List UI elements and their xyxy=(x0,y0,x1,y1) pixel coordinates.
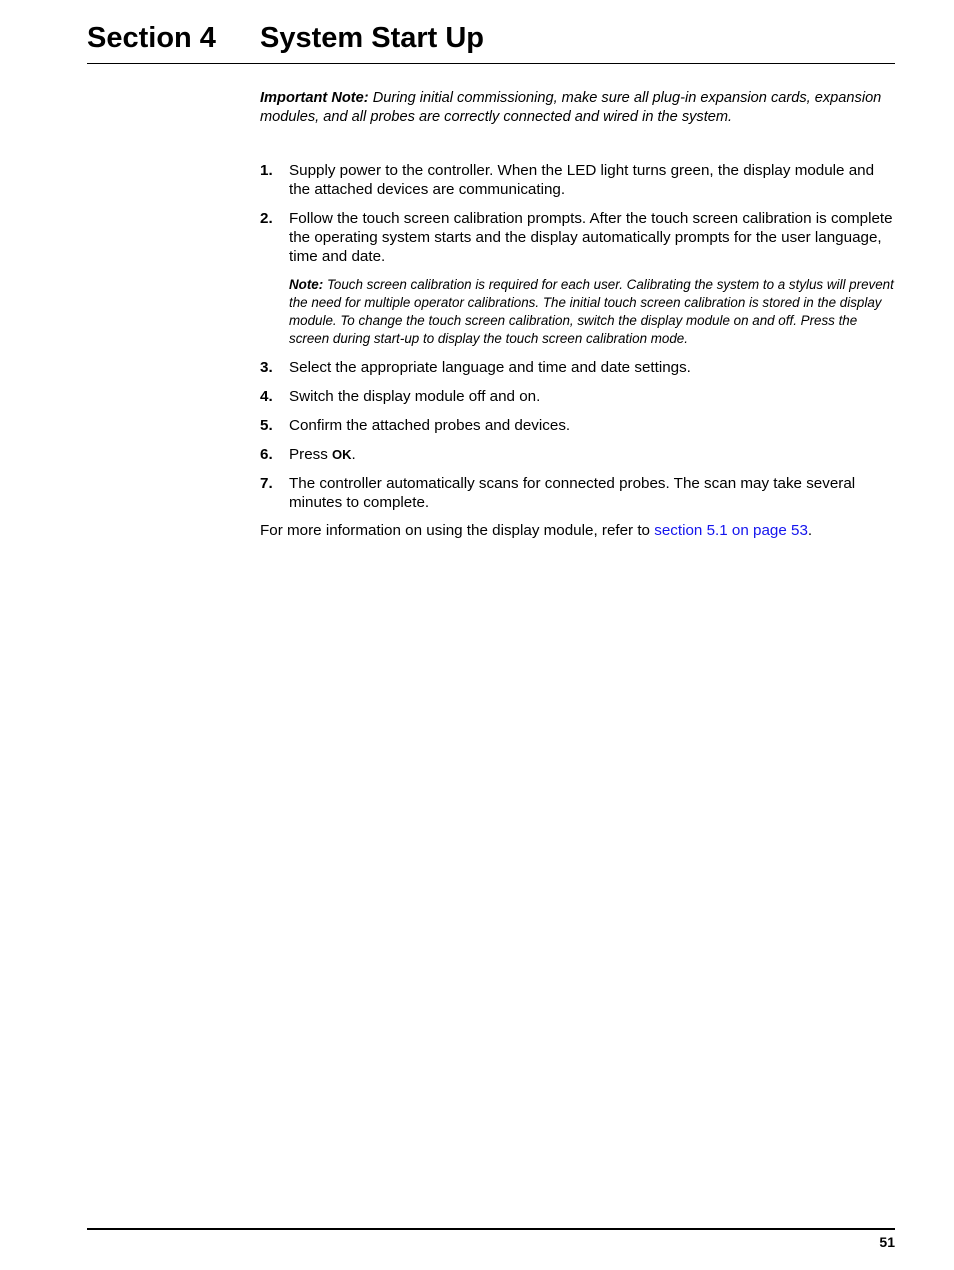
calibration-note xyxy=(289,276,896,348)
important-note-label: Important Note: xyxy=(260,90,369,106)
step-number: 7. xyxy=(260,475,273,492)
startup-steps-list xyxy=(260,161,896,512)
step-number: 2. xyxy=(260,210,273,227)
page-footer xyxy=(87,1228,895,1250)
step-text: Select the appropriate language and time and date settings. xyxy=(289,359,691,376)
step-text-before: Press xyxy=(289,446,333,463)
ok-key-label: OK xyxy=(332,447,352,462)
section-title: System Start Up xyxy=(260,22,485,54)
step-text: Switch the display module off and on. xyxy=(289,388,541,405)
more-info xyxy=(260,521,896,540)
important-note xyxy=(260,89,896,127)
list-item xyxy=(260,209,896,348)
step-number: 3. xyxy=(260,359,273,376)
calibration-note-label: Note: xyxy=(289,277,324,292)
list-item xyxy=(260,387,896,406)
section-number: Section 4 xyxy=(87,22,216,54)
step-number: 1. xyxy=(260,162,273,179)
step-number: 4. xyxy=(260,388,273,405)
more-info-end: . xyxy=(807,522,813,539)
step-number: 6. xyxy=(260,446,273,463)
list-item xyxy=(260,161,896,199)
step-text: Confirm the attached probes and devices. xyxy=(289,417,571,434)
list-item xyxy=(260,474,896,512)
important-note-text: During initial commissioning, make sure all plug-in expansion cards, expansion modules, and all probes are correctly connected and wired in the system. xyxy=(260,90,882,125)
step-text: The controller automatically scans for connected probes. The scan may take several minutes to complete. xyxy=(289,475,856,511)
step-text: Follow the touch screen calibration prompts. After the touch screen calibration is complete the operating system starts and the display automatically prompts for the user language, time and date. xyxy=(289,210,893,265)
page-header xyxy=(87,21,895,64)
calibration-note-text: Touch screen calibration is required for each user. Calibrating the system to a stylus will prevent the need for multiple operator calibrations. The initial touch screen calibration is stored in the display module. To change the touch screen calibration, switch the display module on and off. Press the screen during start-up to display the touch screen calibration mode. xyxy=(289,277,894,346)
section-reference-link[interactable]: section 5.1 on page 53 xyxy=(654,522,808,539)
step-text-after: . xyxy=(351,446,356,463)
step-text: Supply power to the controller. When the LED light turns green, the display module and the attached devices are communicating. xyxy=(289,162,875,198)
main-content xyxy=(260,89,896,540)
more-info-text: For more information on using the display module, refer to xyxy=(260,522,655,539)
list-item xyxy=(260,416,896,435)
step-number: 5. xyxy=(260,417,273,434)
list-item xyxy=(260,358,896,377)
list-item xyxy=(260,445,896,464)
page-number: 51 xyxy=(879,1234,895,1250)
